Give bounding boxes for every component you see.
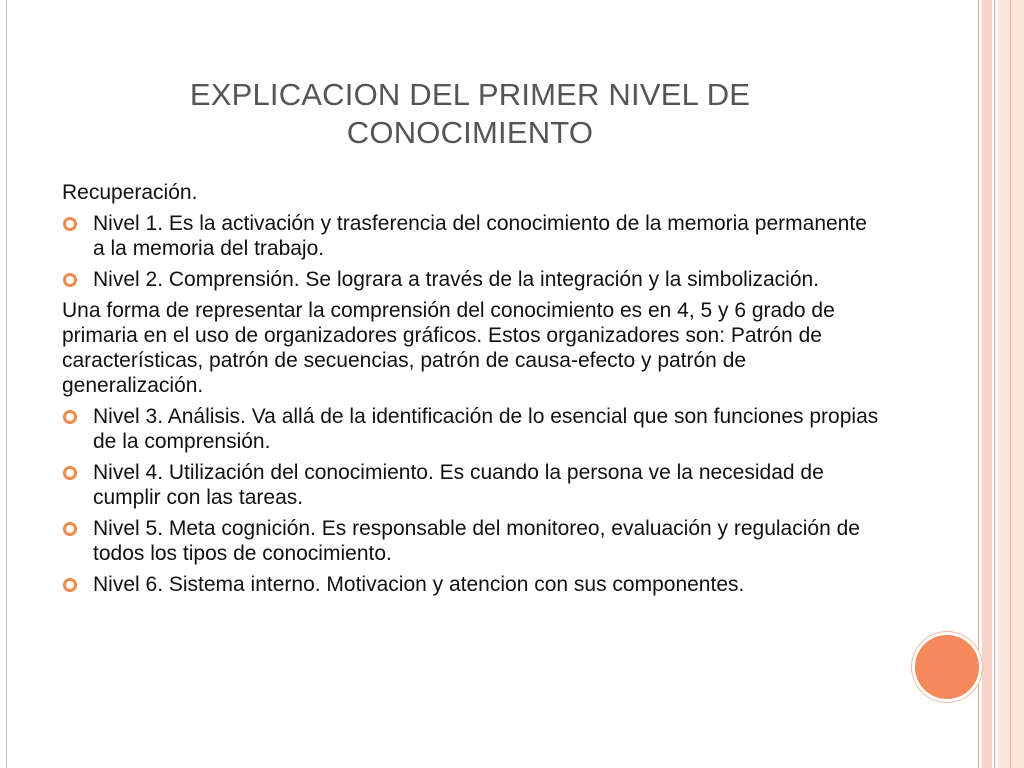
bullet-icon: [63, 410, 77, 424]
list-item-text: Nivel 3. Análisis. Va allá de la identificación de lo esencial que son funciones propias de la comprensión.: [93, 405, 879, 453]
bullet-icon: [63, 578, 77, 592]
right-stripe: [982, 0, 992, 768]
bullet-icon: [63, 273, 77, 287]
right-stripe: [994, 0, 995, 768]
left-border-line: [6, 0, 7, 768]
list-item-text: Nivel 1. Es la activación y trasferencia del conocimiento de la memoria permanente a la memoria del trabajo.: [93, 212, 867, 260]
list-item-nivel-1: [62, 211, 882, 261]
title-line-2: CONOCIMIENTO: [346, 115, 594, 150]
list-item-nivel-2: [62, 267, 882, 292]
bullet-icon: [63, 466, 77, 480]
section-heading: Recuperación.: [62, 181, 198, 204]
body-paragraph: Una forma de representar la comprensión del conocimiento es en 4, 5 y 6 grado de primaria en el uso de organizadores gráficos. Estos organizadores son: Patrón de características, patrón de secuencias, patrón de causa-efecto y patrón de generalización.: [62, 299, 835, 397]
list-item-nivel-6: [62, 572, 882, 597]
bullet-icon: [63, 217, 77, 231]
right-stripe: [1010, 0, 1011, 768]
slide-content: [62, 180, 882, 603]
list-item-text: Nivel 5. Meta cognición. Es responsable del monitoreo, evaluación y regulación de todos los tipos de conocimiento.: [93, 517, 860, 565]
decorative-circle: [912, 632, 982, 702]
list-item-nivel-4: [62, 460, 882, 510]
title-line-1: EXPLICACION DEL PRIMER NIVEL DE: [189, 77, 751, 112]
list-item-nivel-5: [62, 516, 882, 566]
list-item-nivel-3: [62, 404, 882, 454]
bullet-icon: [63, 522, 77, 536]
slide-title: [100, 76, 840, 152]
list-item-text: Nivel 4. Utilización del conocimiento. Es cuando la persona ve la necesidad de cumplir con las tareas.: [93, 461, 824, 509]
list-item-text: Nivel 6. Sistema interno. Motivacion y atencion con sus componentes.: [93, 573, 745, 596]
right-stripe: [998, 0, 1024, 768]
list-item-text: Nivel 2. Comprensión. Se lograra a través de la integración y la simbolización.: [93, 268, 820, 291]
